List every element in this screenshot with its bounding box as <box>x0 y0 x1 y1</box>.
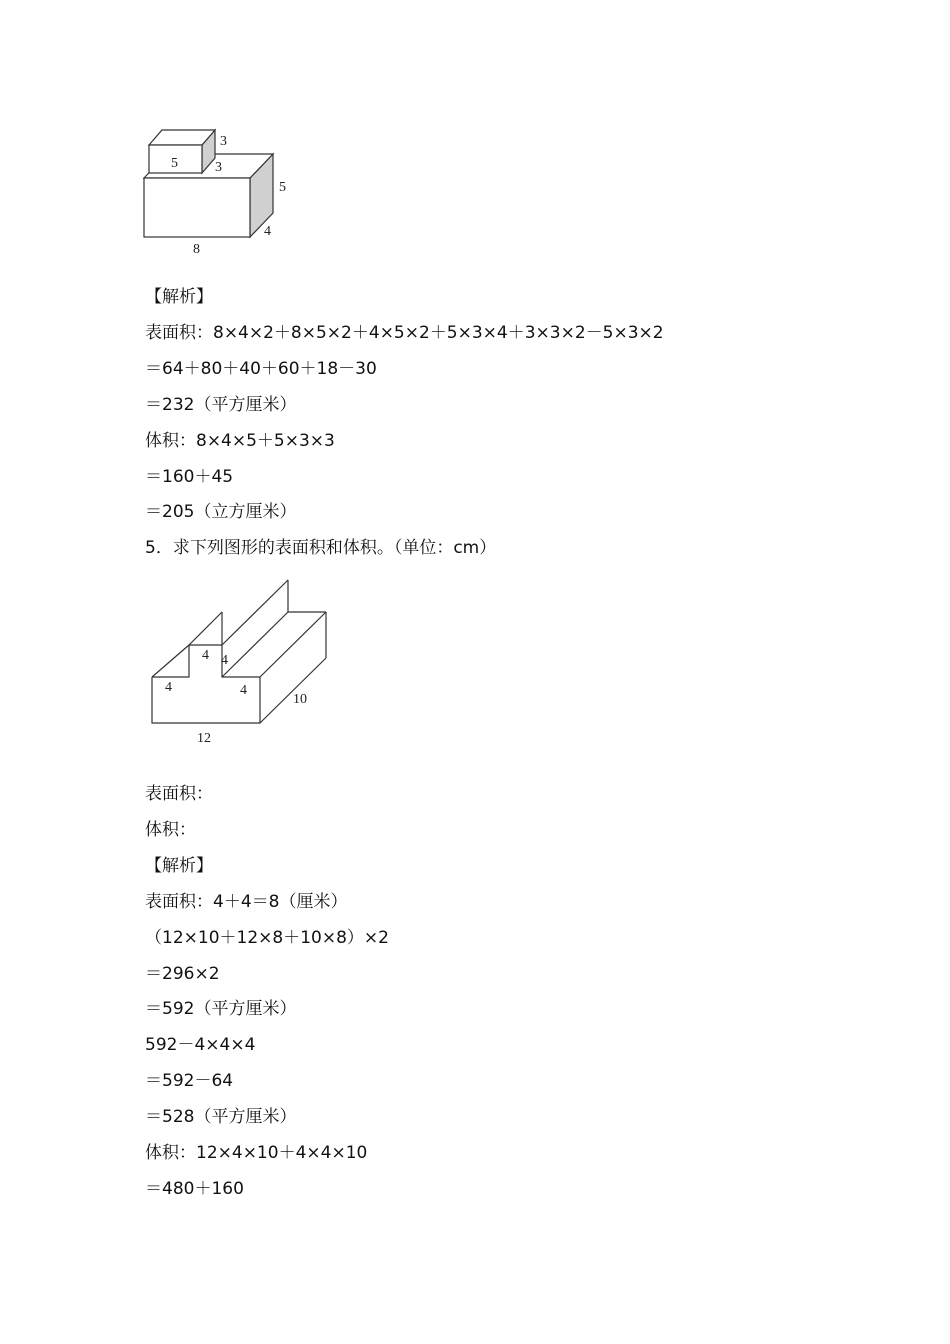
label-notch-depth: 4 <box>221 653 228 668</box>
solution2-line: 表面积：4＋4＝8（厘米） <box>145 892 348 912</box>
solution2-line: ＝528（平方厘米） <box>145 1107 297 1127</box>
big-box-front-face <box>144 178 250 237</box>
surface-area-answer-label: 表面积： <box>145 784 213 804</box>
label-depth: 10 <box>293 692 307 707</box>
volume-answer-label: 体积： <box>145 820 196 840</box>
solution1-heading: 【解析】 <box>145 287 213 307</box>
solution1-line: ＝205（立方厘米） <box>145 502 297 522</box>
solution1-line: ＝160＋45 <box>145 467 234 487</box>
label-notch-top: 4 <box>202 648 209 663</box>
solution1-line: 表面积：8×4×2＋8×5×2＋4×5×2＋5×3×4＋3×3×2－5×3×2 <box>145 323 664 343</box>
label-big-width: 8 <box>193 242 200 257</box>
solution1-line: ＝232（平方厘米） <box>145 395 297 415</box>
label-left-height: 4 <box>165 680 172 695</box>
label-big-depth: 4 <box>264 224 271 239</box>
solution2-line: ＝296×2 <box>145 964 220 984</box>
question-5-text: 5．求下列图形的表面积和体积。（单位：cm） <box>145 538 497 558</box>
solution2-line: ＝592－64 <box>145 1071 234 1091</box>
label-small-depth: 3 <box>220 134 227 149</box>
solution1-line: ＝64＋80＋40＋60＋18－30 <box>145 359 377 379</box>
label-big-height: 5 <box>279 180 286 195</box>
cuboid-stack-figure <box>135 120 305 260</box>
solution2-line: 体积：12×4×10＋4×4×10 <box>145 1143 368 1163</box>
solution2-line: ＝480＋160 <box>145 1179 244 1199</box>
label-small-height: 3 <box>215 160 222 175</box>
label-width: 12 <box>197 731 211 746</box>
label-small-width: 5 <box>171 156 178 171</box>
notched-solid-figure <box>140 572 340 752</box>
solution1-line: 体积：8×4×5＋5×3×3 <box>145 431 335 451</box>
solution2-heading: 【解析】 <box>145 856 213 876</box>
solution2-line: （12×10＋12×8＋10×8）×2 <box>145 928 389 948</box>
solution2-line: ＝592（平方厘米） <box>145 999 297 1019</box>
solution2-line: 592－4×4×4 <box>145 1035 256 1055</box>
label-right-height: 4 <box>240 683 247 698</box>
